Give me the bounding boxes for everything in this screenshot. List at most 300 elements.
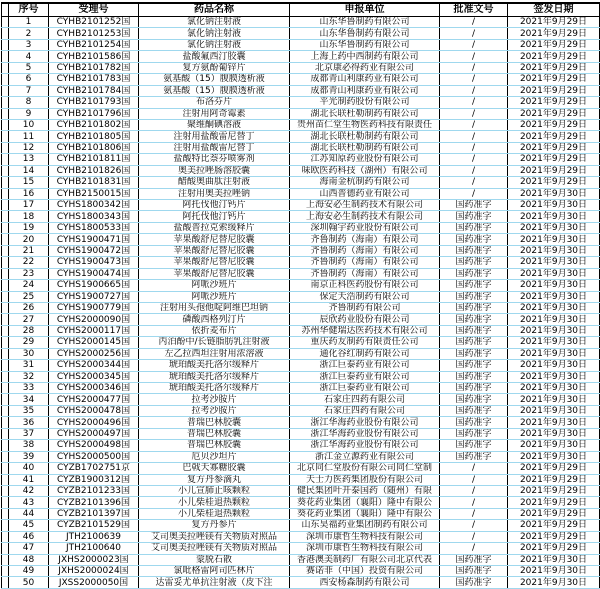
cell-drug-name[interactable]: 注射用阿奇霉素 xyxy=(139,108,290,119)
cell-serial[interactable]: 3 xyxy=(9,39,49,50)
cell-serial[interactable]: 27 xyxy=(9,314,49,325)
cell-drug-name[interactable]: 氯吡格雷阿司匹林片 xyxy=(139,566,290,577)
cell-approval-no[interactable]: / xyxy=(440,28,508,39)
cell-acceptance-no[interactable]: CYHB2101254国 xyxy=(49,39,139,50)
cell-issue-date[interactable]: 2021年9月29日 xyxy=(508,39,600,50)
cell-serial[interactable]: 21 xyxy=(9,245,49,256)
header-acceptance-no[interactable]: 受理号 xyxy=(49,3,139,17)
cell-drug-name[interactable]: 艾司奥美拉唑镁有关物质对照品 xyxy=(139,543,290,554)
cell-serial[interactable]: 10 xyxy=(9,119,49,130)
cell-issue-date[interactable]: 2021年9月30日 xyxy=(508,360,600,371)
cell-drug-name[interactable]: 拉考沙胺片 xyxy=(139,394,290,405)
cell-applicant[interactable]: 浙江金立源药业有限公司 xyxy=(290,451,440,462)
cell-serial[interactable]: 39 xyxy=(9,451,49,462)
cell-applicant[interactable]: 湖北长联杜勒制药有限公司 xyxy=(290,142,440,153)
cell-applicant[interactable]: 北京康必得药业有限公司 xyxy=(290,62,440,73)
cell-applicant[interactable]: 上海安必生制药技术有限公司 xyxy=(290,200,440,211)
cell-issue-date[interactable]: 2021年9月30日 xyxy=(508,577,600,588)
cell-issue-date[interactable]: 2021年9月30日 xyxy=(508,211,600,222)
cell-serial[interactable]: 29 xyxy=(9,337,49,348)
cell-approval-no[interactable]: 国药准字 xyxy=(440,577,508,588)
cell-serial[interactable]: 35 xyxy=(9,405,49,416)
cell-approval-no[interactable]: 国药准字 xyxy=(440,566,508,577)
cell-acceptance-no[interactable]: CYZB2101233国 xyxy=(49,485,139,496)
cell-serial[interactable]: 36 xyxy=(9,417,49,428)
cell-serial[interactable]: 50 xyxy=(9,577,49,588)
cell-applicant[interactable]: 石家庄四药有限公司 xyxy=(290,394,440,405)
cell-acceptance-no[interactable]: CYHS2000090国 xyxy=(49,314,139,325)
cell-acceptance-no[interactable]: CYHB2101806国 xyxy=(49,142,139,153)
cell-issue-date[interactable]: 2021年9月30日 xyxy=(508,314,600,325)
cell-serial[interactable]: 26 xyxy=(9,302,49,313)
cell-issue-date[interactable]: 2021年9月30日 xyxy=(508,200,600,211)
cell-acceptance-no[interactable]: JXHS2000024国 xyxy=(49,566,139,577)
cell-approval-no[interactable]: 国药准字 xyxy=(440,440,508,451)
cell-approval-no[interactable]: / xyxy=(440,497,508,508)
cell-serial[interactable]: 32 xyxy=(9,371,49,382)
cell-applicant[interactable]: 平光制药股份有限公司 xyxy=(290,97,440,108)
cell-acceptance-no[interactable]: CYHB2101796国 xyxy=(49,108,139,119)
cell-acceptance-no[interactable]: JTH2100640 xyxy=(49,543,139,554)
cell-serial[interactable]: 13 xyxy=(9,154,49,165)
cell-issue-date[interactable]: 2021年9月30日 xyxy=(508,348,600,359)
cell-approval-no[interactable]: / xyxy=(440,543,508,554)
cell-drug-name[interactable]: 小儿柴桂退热颗粒 xyxy=(139,508,290,519)
cell-acceptance-no[interactable]: CYHS1900473国 xyxy=(49,257,139,268)
cell-applicant[interactable]: 上海安必生制药技术有限公司 xyxy=(290,211,440,222)
cell-serial[interactable]: 25 xyxy=(9,291,49,302)
cell-acceptance-no[interactable]: CYHB2101811国 xyxy=(49,154,139,165)
cell-acceptance-no[interactable]: CYHS1900474国 xyxy=(49,268,139,279)
cell-applicant[interactable]: 葵花药业集团（襄阳）隆中有限公 xyxy=(290,497,440,508)
cell-drug-name[interactable]: 氯化钠注射液 xyxy=(139,39,290,50)
cell-applicant[interactable]: 江苏知原药业股份有限公司 xyxy=(290,154,440,165)
cell-drug-name[interactable]: 布洛芬片 xyxy=(139,97,290,108)
cell-drug-name[interactable]: 普瑞巴林胶囊 xyxy=(139,428,290,439)
cell-approval-no[interactable]: 国药准字 xyxy=(440,234,508,245)
cell-issue-date[interactable]: 2021年9月30日 xyxy=(508,417,600,428)
cell-applicant[interactable]: 南京正科医药股份有限公司 xyxy=(290,280,440,291)
cell-approval-no[interactable]: / xyxy=(440,508,508,519)
cell-issue-date[interactable]: 2021年9月29日 xyxy=(508,62,600,73)
cell-applicant[interactable]: 保定天浩制药有限公司 xyxy=(290,291,440,302)
header-drug-name[interactable]: 药品名称 xyxy=(139,3,290,17)
cell-issue-date[interactable]: 2021年9月30日 xyxy=(508,451,600,462)
cell-acceptance-no[interactable]: CYHS2000117国 xyxy=(49,325,139,336)
cell-drug-name[interactable]: 注射用奥美拉唑钠 xyxy=(139,188,290,199)
cell-issue-date[interactable]: 2021年9月30日 xyxy=(508,371,600,382)
cell-applicant[interactable]: 山东华鲁制药有限公司 xyxy=(290,17,440,28)
cell-issue-date[interactable]: 2021年9月30日 xyxy=(508,383,600,394)
cell-acceptance-no[interactable]: JXHS2000023国 xyxy=(49,554,139,565)
cell-drug-name[interactable]: 奥美拉唑肠溶胶囊 xyxy=(139,165,290,176)
cell-applicant[interactable]: 重庆药友制药有限责任公司 xyxy=(290,337,440,348)
cell-issue-date[interactable]: 2021年9月30日 xyxy=(508,280,600,291)
cell-acceptance-no[interactable]: CYHS2000496国 xyxy=(49,417,139,428)
cell-approval-no[interactable]: / xyxy=(440,142,508,153)
cell-issue-date[interactable]: 2021年9月30日 xyxy=(508,291,600,302)
cell-issue-date[interactable]: 2021年9月30日 xyxy=(508,337,600,348)
cell-approval-no[interactable]: 国药准字 xyxy=(440,337,508,348)
cell-approval-no[interactable]: / xyxy=(440,131,508,142)
cell-approval-no[interactable]: 国药准字 xyxy=(440,405,508,416)
cell-acceptance-no[interactable]: CYHB2101784国 xyxy=(49,85,139,96)
cell-applicant[interactable]: 通化谷红制药有限公司 xyxy=(290,348,440,359)
cell-drug-name[interactable]: 醋酸奥曲肽注射液 xyxy=(139,177,290,188)
cell-acceptance-no[interactable]: CYHS2000344国 xyxy=(49,360,139,371)
header-serial[interactable]: 序号 xyxy=(9,3,49,17)
cell-acceptance-no[interactable]: CYHB2101252国 xyxy=(49,17,139,28)
cell-approval-no[interactable]: 国药准字 xyxy=(440,314,508,325)
cell-issue-date[interactable]: 2021年9月30日 xyxy=(508,222,600,233)
cell-drug-name[interactable]: 注射用头孢他啶阿维巴坦钠 xyxy=(139,302,290,313)
cell-applicant[interactable]: 浙江巨泰药业有限公司 xyxy=(290,360,440,371)
cell-drug-name[interactable]: 依折麦布片 xyxy=(139,325,290,336)
cell-acceptance-no[interactable]: CYHS1900779国 xyxy=(49,302,139,313)
cell-issue-date[interactable]: 2021年9月29日 xyxy=(508,463,600,474)
cell-applicant[interactable]: 齐鲁制药有限公司 xyxy=(290,302,440,313)
cell-approval-no[interactable]: / xyxy=(440,485,508,496)
cell-issue-date[interactable]: 2021年9月30日 xyxy=(508,325,600,336)
cell-drug-name[interactable]: 左乙拉西坦注射用浓溶液 xyxy=(139,348,290,359)
cell-issue-date[interactable]: 2021年9月30日 xyxy=(508,566,600,577)
cell-acceptance-no[interactable]: CYZB1702751京 xyxy=(49,463,139,474)
cell-serial[interactable]: 30 xyxy=(9,348,49,359)
cell-serial[interactable]: 41 xyxy=(9,474,49,485)
cell-serial[interactable]: 28 xyxy=(9,325,49,336)
cell-serial[interactable]: 31 xyxy=(9,360,49,371)
cell-approval-no[interactable]: / xyxy=(440,74,508,85)
cell-issue-date[interactable]: 2021年9月29日 xyxy=(508,51,600,62)
cell-approval-no[interactable]: / xyxy=(440,51,508,62)
cell-serial[interactable]: 49 xyxy=(9,566,49,577)
cell-acceptance-no[interactable]: CYHB2150015国 xyxy=(49,188,139,199)
cell-drug-name[interactable]: 丙泊酚中/长链脂肪乳注射液 xyxy=(139,337,290,348)
cell-applicant[interactable]: 味欧医药科技（湖州）有限公司 xyxy=(290,165,440,176)
cell-applicant[interactable]: 齐鲁制药（海南）有限公司 xyxy=(290,245,440,256)
cell-issue-date[interactable]: 2021年9月29日 xyxy=(508,177,600,188)
cell-approval-no[interactable]: 国药准字 xyxy=(440,302,508,313)
cell-applicant[interactable]: 辰欣药业股份有限公司 xyxy=(290,314,440,325)
cell-applicant[interactable]: 浙江华海药业股份有限公司 xyxy=(290,428,440,439)
cell-issue-date[interactable]: 2021年9月30日 xyxy=(508,188,600,199)
cell-serial[interactable]: 2 xyxy=(9,28,49,39)
cell-approval-no[interactable]: / xyxy=(440,62,508,73)
cell-serial[interactable]: 46 xyxy=(9,531,49,542)
cell-serial[interactable]: 11 xyxy=(9,131,49,142)
cell-acceptance-no[interactable]: CYHB2101782国 xyxy=(49,62,139,73)
cell-issue-date[interactable]: 2021年9月29日 xyxy=(508,142,600,153)
cell-approval-no[interactable]: / xyxy=(440,188,508,199)
cell-issue-date[interactable]: 2021年9月29日 xyxy=(508,131,600,142)
cell-serial[interactable]: 8 xyxy=(9,97,49,108)
cell-drug-name[interactable]: 普瑞巴林胶囊 xyxy=(139,440,290,451)
cell-applicant[interactable]: 深圳翰宇药业股份有限公司 xyxy=(290,222,440,233)
cell-applicant[interactable]: 葵花药业集团（襄阳）隆中有限公 xyxy=(290,508,440,519)
cell-acceptance-no[interactable]: CYHB2101586国 xyxy=(49,51,139,62)
cell-approval-no[interactable]: 国药准字 xyxy=(440,280,508,291)
cell-serial[interactable]: 33 xyxy=(9,383,49,394)
cell-issue-date[interactable]: 2021年9月29日 xyxy=(508,474,600,485)
cell-acceptance-no[interactable]: CYHS1800533国 xyxy=(49,222,139,233)
cell-applicant[interactable]: 山东昊福药业集团制药有限公司 xyxy=(290,520,440,531)
cell-acceptance-no[interactable]: JTH2100639 xyxy=(49,531,139,542)
cell-serial[interactable]: 16 xyxy=(9,188,49,199)
cell-issue-date[interactable]: 2021年9月29日 xyxy=(508,97,600,108)
cell-approval-no[interactable]: 国药准字 xyxy=(440,451,508,462)
cell-acceptance-no[interactable]: CYHS2000498国 xyxy=(49,440,139,451)
cell-acceptance-no[interactable]: CYHS2000500国 xyxy=(49,451,139,462)
cell-approval-no[interactable]: / xyxy=(440,165,508,176)
cell-acceptance-no[interactable]: CYHS2000346国 xyxy=(49,383,139,394)
cell-drug-name[interactable]: 氨基酸（15）腹膜透析液 xyxy=(139,85,290,96)
cell-drug-name[interactable]: 氯化钠注射液 xyxy=(139,17,290,28)
cell-serial[interactable]: 40 xyxy=(9,463,49,474)
cell-issue-date[interactable]: 2021年9月29日 xyxy=(508,497,600,508)
cell-drug-name[interactable]: 达雷妥尤单抗注射液（皮下注 xyxy=(139,577,290,588)
cell-drug-name[interactable]: 苹果酸舒尼替尼胶囊 xyxy=(139,234,290,245)
cell-issue-date[interactable]: 2021年9月29日 xyxy=(508,119,600,130)
cell-issue-date[interactable]: 2021年9月30日 xyxy=(508,554,600,565)
cell-serial[interactable]: 14 xyxy=(9,165,49,176)
cell-serial[interactable]: 17 xyxy=(9,200,49,211)
cell-applicant[interactable]: 齐鲁制药（海南）有限公司 xyxy=(290,268,440,279)
cell-acceptance-no[interactable]: CYHS2000145国 xyxy=(49,337,139,348)
cell-issue-date[interactable]: 2021年9月30日 xyxy=(508,405,600,416)
cell-applicant[interactable]: 湖北长联杜勒制药有限公司 xyxy=(290,108,440,119)
cell-acceptance-no[interactable]: CYHB2101793国 xyxy=(49,97,139,108)
cell-approval-no[interactable]: / xyxy=(440,39,508,50)
cell-drug-name[interactable]: 普瑞巴林胶囊 xyxy=(139,417,290,428)
cell-approval-no[interactable]: 国药准字 xyxy=(440,417,508,428)
cell-applicant[interactable]: 贵州苗仁堂生物医药科技有限责任 xyxy=(290,119,440,130)
cell-issue-date[interactable]: 2021年9月29日 xyxy=(508,17,600,28)
cell-acceptance-no[interactable]: CYHB2101802国 xyxy=(49,119,139,130)
cell-acceptance-no[interactable]: CYHB2101805国 xyxy=(49,131,139,142)
cell-approval-no[interactable]: 国药准字 xyxy=(440,348,508,359)
cell-drug-name[interactable]: 琥珀酸美托洛尔缓释片 xyxy=(139,371,290,382)
cell-approval-no[interactable]: / xyxy=(440,531,508,542)
cell-applicant[interactable]: 深圳市康哲生物科技有限公司 xyxy=(290,543,440,554)
cell-drug-name[interactable]: 琥珀酸美托洛尔缓释片 xyxy=(139,360,290,371)
cell-applicant[interactable]: 海南金杭制药有限公司 xyxy=(290,177,440,188)
cell-drug-name[interactable]: 注射用盐酸雷尼替丁 xyxy=(139,142,290,153)
cell-approval-no[interactable]: / xyxy=(440,108,508,119)
cell-approval-no[interactable]: / xyxy=(440,97,508,108)
cell-acceptance-no[interactable]: CYZB2101396国 xyxy=(49,497,139,508)
cell-issue-date[interactable]: 2021年9月29日 xyxy=(508,543,600,554)
header-issue-date[interactable]: 签发日期 xyxy=(508,3,600,17)
cell-applicant[interactable]: 浙江华海药业股份有限公司 xyxy=(290,440,440,451)
cell-drug-name[interactable]: 苹果酸舒尼替尼胶囊 xyxy=(139,245,290,256)
cell-acceptance-no[interactable]: CYHS1800343国 xyxy=(49,211,139,222)
cell-issue-date[interactable]: 2021年9月30日 xyxy=(508,268,600,279)
cell-approval-no[interactable]: / xyxy=(440,154,508,165)
cell-issue-date[interactable]: 2021年9月29日 xyxy=(508,74,600,85)
cell-issue-date[interactable]: 2021年9月30日 xyxy=(508,245,600,256)
cell-drug-name[interactable]: 艾司奥美拉唑镁有关物质对照品 xyxy=(139,531,290,542)
cell-approval-no[interactable]: 国药准字 xyxy=(440,268,508,279)
cell-approval-no[interactable]: 国药准字 xyxy=(440,291,508,302)
cell-approval-no[interactable]: / xyxy=(440,119,508,130)
cell-acceptance-no[interactable]: CYHS1900727国 xyxy=(49,291,139,302)
cell-acceptance-no[interactable]: JXSS2000050国 xyxy=(49,577,139,588)
cell-applicant[interactable]: 赛诺菲（中国）投资有限公司 xyxy=(290,566,440,577)
cell-applicant[interactable]: 健民集团叶开泰国药（随州）有限 xyxy=(290,485,440,496)
cell-drug-name[interactable]: 阿托伐他汀钙片 xyxy=(139,200,290,211)
cell-applicant[interactable]: 湖北长联杜勒制药有限公司 xyxy=(290,131,440,142)
cell-issue-date[interactable]: 2021年9月29日 xyxy=(508,108,600,119)
cell-applicant[interactable]: 成都青山利康药业有限公司 xyxy=(290,74,440,85)
cell-serial[interactable]: 34 xyxy=(9,394,49,405)
cell-approval-no[interactable]: 国药准字 xyxy=(440,360,508,371)
cell-acceptance-no[interactable]: CYHS2000345国 xyxy=(49,371,139,382)
cell-drug-name[interactable]: 苹果酸舒尼替尼胶囊 xyxy=(139,268,290,279)
cell-applicant[interactable]: 齐鲁制药（海南）有限公司 xyxy=(290,234,440,245)
cell-drug-name[interactable]: 蒙脱石散 xyxy=(139,554,290,565)
cell-approval-no[interactable]: 国药准字 xyxy=(440,222,508,233)
cell-serial[interactable]: 38 xyxy=(9,440,49,451)
cell-serial[interactable]: 6 xyxy=(9,74,49,85)
cell-drug-name[interactable]: 复方丹参滴丸 xyxy=(139,474,290,485)
header-approval-no[interactable]: 批准文号 xyxy=(440,3,508,17)
cell-approval-no[interactable]: 国药准字 xyxy=(440,325,508,336)
cell-acceptance-no[interactable]: CYHS2000256国 xyxy=(49,348,139,359)
cell-acceptance-no[interactable]: CYZB2101529国 xyxy=(49,520,139,531)
cell-drug-name[interactable]: 氨基酸（15）腹膜透析液 xyxy=(139,74,290,85)
cell-approval-no[interactable]: 国药准字 xyxy=(440,245,508,256)
cell-drug-name[interactable]: 氯化钠注射液 xyxy=(139,28,290,39)
cell-serial[interactable]: 1 xyxy=(9,17,49,28)
cell-issue-date[interactable]: 2021年9月29日 xyxy=(508,85,600,96)
cell-issue-date[interactable]: 2021年9月29日 xyxy=(508,165,600,176)
cell-drug-name[interactable]: 盐酸普拉克索缓释片 xyxy=(139,222,290,233)
cell-drug-name[interactable]: 巴戟天寡糖胶囊 xyxy=(139,463,290,474)
cell-drug-name[interactable]: 阿托伐他汀钙片 xyxy=(139,211,290,222)
cell-drug-name[interactable]: 注射用盐酸雷尼替丁 xyxy=(139,131,290,142)
cell-approval-no[interactable]: / xyxy=(440,474,508,485)
cell-issue-date[interactable]: 2021年9月30日 xyxy=(508,440,600,451)
cell-acceptance-no[interactable]: CYHS2000477国 xyxy=(49,394,139,405)
cell-serial[interactable]: 20 xyxy=(9,234,49,245)
cell-issue-date[interactable]: 2021年9月29日 xyxy=(508,28,600,39)
cell-drug-name[interactable]: 厄贝沙坦片 xyxy=(139,451,290,462)
cell-drug-name[interactable]: 阿哌沙班片 xyxy=(139,280,290,291)
cell-approval-no[interactable]: 国药准字 xyxy=(440,257,508,268)
cell-serial[interactable]: 4 xyxy=(9,51,49,62)
cell-serial[interactable]: 19 xyxy=(9,222,49,233)
cell-issue-date[interactable]: 2021年9月29日 xyxy=(508,508,600,519)
cell-serial[interactable]: 44 xyxy=(9,508,49,519)
cell-applicant[interactable]: 山西普德药业有限公司 xyxy=(290,188,440,199)
cell-serial[interactable]: 37 xyxy=(9,428,49,439)
cell-approval-no[interactable]: / xyxy=(440,85,508,96)
cell-approval-no[interactable]: / xyxy=(440,17,508,28)
cell-serial[interactable]: 18 xyxy=(9,211,49,222)
cell-applicant[interactable]: 山东华鲁制药有限公司 xyxy=(290,28,440,39)
cell-acceptance-no[interactable]: CYHS1900665国 xyxy=(49,280,139,291)
cell-serial[interactable]: 45 xyxy=(9,520,49,531)
cell-approval-no[interactable]: / xyxy=(440,520,508,531)
cell-applicant[interactable]: 浙江巨泰药业有限公司 xyxy=(290,371,440,382)
cell-drug-name[interactable]: 拉考沙胺片 xyxy=(139,405,290,416)
cell-applicant[interactable]: 浙江巨泰药业有限公司 xyxy=(290,383,440,394)
cell-drug-name[interactable]: 盐酸特比萘芬喷雾剂 xyxy=(139,154,290,165)
cell-applicant[interactable]: 上海上药中西制药有限公司 xyxy=(290,51,440,62)
cell-issue-date[interactable]: 2021年9月29日 xyxy=(508,485,600,496)
cell-approval-no[interactable]: 国药准字 xyxy=(440,428,508,439)
cell-applicant[interactable]: 北京同仁堂股份有限公司同仁堂制 xyxy=(290,463,440,474)
cell-serial[interactable]: 24 xyxy=(9,280,49,291)
cell-acceptance-no[interactable]: CYHB2101826国 xyxy=(49,165,139,176)
cell-serial[interactable]: 7 xyxy=(9,85,49,96)
cell-serial[interactable]: 42 xyxy=(9,485,49,496)
cell-acceptance-no[interactable]: CYHS1800342国 xyxy=(49,200,139,211)
cell-applicant[interactable]: 天士力医药集团股份有限公司 xyxy=(290,474,440,485)
cell-serial[interactable]: 23 xyxy=(9,268,49,279)
header-applicant[interactable]: 申报单位 xyxy=(290,3,440,17)
cell-acceptance-no[interactable]: CYZB2101397国 xyxy=(49,508,139,519)
cell-issue-date[interactable]: 2021年9月30日 xyxy=(508,394,600,405)
cell-approval-no[interactable]: 国药准字 xyxy=(440,394,508,405)
cell-serial[interactable]: 15 xyxy=(9,177,49,188)
cell-drug-name[interactable]: 盐酸氟西汀胶囊 xyxy=(139,51,290,62)
cell-acceptance-no[interactable]: CYHS1900472国 xyxy=(49,245,139,256)
cell-drug-name[interactable]: 小儿柴桂退热颗粒 xyxy=(139,497,290,508)
cell-serial[interactable]: 9 xyxy=(9,108,49,119)
cell-applicant[interactable]: 齐鲁制药（海南）有限公司 xyxy=(290,257,440,268)
cell-issue-date[interactable]: 2021年9月30日 xyxy=(508,234,600,245)
cell-acceptance-no[interactable]: CYHB2101831国 xyxy=(49,177,139,188)
cell-acceptance-no[interactable]: CYHB2101783国 xyxy=(49,74,139,85)
cell-drug-name[interactable]: 复方氨酚葡锌片 xyxy=(139,62,290,73)
cell-drug-name[interactable]: 小儿宣肺止咳颗粒 xyxy=(139,485,290,496)
cell-issue-date[interactable]: 2021年9月30日 xyxy=(508,302,600,313)
cell-approval-no[interactable]: / xyxy=(440,177,508,188)
cell-applicant[interactable]: 苏州华健瑞达医药技术有限公司 xyxy=(290,325,440,336)
cell-applicant[interactable]: 深圳市康哲生物科技有限公司 xyxy=(290,531,440,542)
cell-drug-name[interactable]: 聚维酮碘溶液 xyxy=(139,119,290,130)
cell-applicant[interactable]: 成都青山利康药业有限公司 xyxy=(290,85,440,96)
cell-serial[interactable]: 5 xyxy=(9,62,49,73)
cell-issue-date[interactable]: 2021年9月29日 xyxy=(508,531,600,542)
cell-acceptance-no[interactable]: CYZB1900312国 xyxy=(49,474,139,485)
cell-applicant[interactable]: 山东华鲁制药有限公司 xyxy=(290,39,440,50)
cell-drug-name[interactable]: 琥珀酸美托洛尔缓释片 xyxy=(139,383,290,394)
cell-serial[interactable]: 48 xyxy=(9,554,49,565)
cell-applicant[interactable]: 香港澳美制药厂有限公司北京代表 xyxy=(290,554,440,565)
cell-applicant[interactable]: 浙江华海药业股份有限公司 xyxy=(290,417,440,428)
cell-issue-date[interactable]: 2021年9月30日 xyxy=(508,428,600,439)
cell-applicant[interactable]: 石家庄四药有限公司 xyxy=(290,405,440,416)
cell-drug-name[interactable]: 阿哌沙班片 xyxy=(139,291,290,302)
cell-issue-date[interactable]: 2021年9月30日 xyxy=(508,257,600,268)
cell-issue-date[interactable]: 2021年9月29日 xyxy=(508,154,600,165)
cell-issue-date[interactable]: 2021年9月29日 xyxy=(508,520,600,531)
cell-serial[interactable]: 47 xyxy=(9,543,49,554)
cell-approval-no[interactable]: 国药准字 xyxy=(440,371,508,382)
cell-approval-no[interactable]: 国药准字 xyxy=(440,211,508,222)
cell-approval-no[interactable]: 国药准字 xyxy=(440,383,508,394)
cell-acceptance-no[interactable]: CYHS1900471国 xyxy=(49,234,139,245)
cell-serial[interactable]: 22 xyxy=(9,257,49,268)
cell-acceptance-no[interactable]: CYHB2101253国 xyxy=(49,28,139,39)
cell-approval-no[interactable]: 国药准字 xyxy=(440,554,508,565)
cell-drug-name[interactable]: 磷酸西格列汀片 xyxy=(139,314,290,325)
cell-drug-name[interactable]: 苹果酸舒尼替尼胶囊 xyxy=(139,257,290,268)
cell-approval-no[interactable]: 国药准字 xyxy=(440,200,508,211)
cell-acceptance-no[interactable]: CYHS2000497国 xyxy=(49,428,139,439)
